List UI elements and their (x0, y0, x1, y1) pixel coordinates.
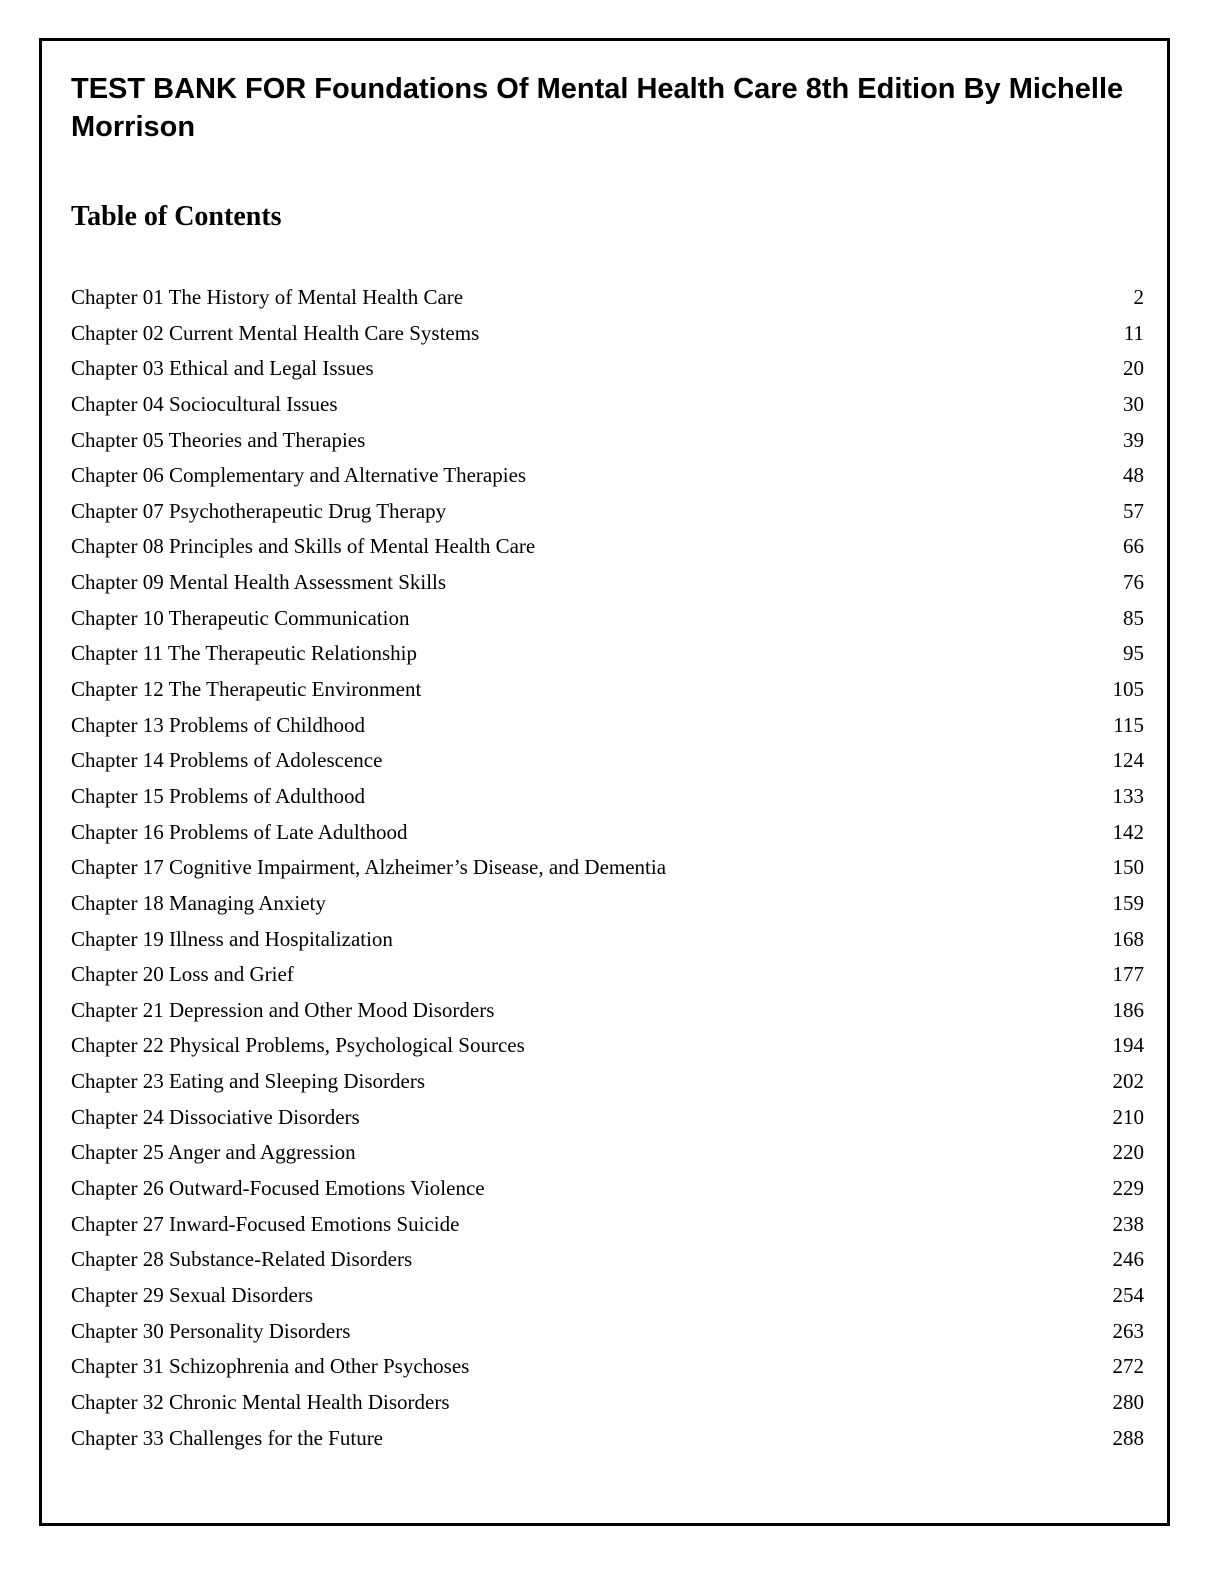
toc-entry-title: Chapter 02 Current Mental Health Care Systems (71, 320, 480, 345)
toc-entry[interactable] (71, 779, 1144, 815)
toc-entry-page-number: 150 (1112, 855, 1144, 880)
toc-entry-title: Chapter 16 Problems of Late Adulthood (71, 819, 408, 844)
toc-entry-title: Chapter 21 Depression and Other Mood Disorders (71, 997, 495, 1022)
toc-entry-page-number: 133 (1112, 783, 1144, 808)
toc-entry-page-number: 238 (1112, 1211, 1144, 1236)
toc-entry-page-number: 229 (1112, 1176, 1144, 1201)
toc-entry[interactable] (71, 458, 1144, 494)
toc-entry-title: Chapter 05 Theories and Therapies (71, 427, 366, 452)
toc-entry-title: Chapter 08 Principles and Skills of Mental Health Care (71, 534, 536, 559)
toc-entry-page-number: 272 (1112, 1354, 1144, 1379)
toc-entry-title: Chapter 23 Eating and Sleeping Disorders (71, 1069, 426, 1094)
toc-entry-title: Chapter 06 Complementary and Alternative Therapies (71, 463, 527, 488)
toc-entry-title: Chapter 09 Mental Health Assessment Skills (71, 570, 447, 595)
toc-entry-page-number: 254 (1112, 1282, 1144, 1307)
toc-entry[interactable] (71, 387, 1144, 423)
toc-entry-title: Chapter 30 Personality Disorders (71, 1318, 351, 1343)
toc-entry[interactable] (71, 815, 1144, 851)
toc-entry[interactable] (71, 1135, 1144, 1171)
toc-entry[interactable] (71, 1207, 1144, 1243)
toc-entry[interactable] (71, 672, 1144, 708)
toc-entry-title: Chapter 15 Problems of Adulthood (71, 783, 365, 808)
toc-entry-page-number: 30 (1123, 391, 1144, 416)
toc-entry[interactable] (71, 529, 1144, 565)
toc-entry-page-number: 142 (1112, 819, 1144, 844)
toc-entry-title: Chapter 12 The Therapeutic Environment (71, 677, 422, 702)
toc-entry-page-number: 115 (1113, 712, 1144, 737)
toc-entry-title: Chapter 18 Managing Anxiety (71, 890, 326, 915)
toc-entry[interactable] (71, 993, 1144, 1029)
toc-entry[interactable] (71, 1385, 1144, 1421)
toc-entry-page-number: 57 (1123, 498, 1144, 523)
toc-entry-title: Chapter 19 Illness and Hospitalization (71, 926, 393, 951)
toc-entry[interactable] (71, 922, 1144, 958)
toc-entry-page-number: 186 (1112, 997, 1144, 1022)
toc-entry-page-number: 2 (1133, 285, 1144, 309)
toc-entry-title: Chapter 26 Outward-Focused Emotions Violence (71, 1176, 485, 1201)
toc-entry[interactable] (71, 1064, 1144, 1100)
toc-entry-page-number: 194 (1112, 1033, 1144, 1058)
toc-entry[interactable] (71, 636, 1144, 672)
toc-entry[interactable] (71, 1100, 1144, 1136)
toc-entry-title: Chapter 32 Chronic Mental Health Disorders (71, 1389, 450, 1414)
toc-entry-page-number: 20 (1123, 356, 1144, 381)
toc-entry-title: Chapter 22 Physical Problems, Psychological Sources (71, 1033, 525, 1058)
toc-entry[interactable] (71, 1242, 1144, 1278)
toc-entry-page-number: 288 (1112, 1425, 1144, 1450)
toc-entry[interactable] (71, 1278, 1144, 1314)
toc-entry[interactable] (71, 886, 1144, 922)
toc-entry[interactable] (71, 850, 1144, 886)
toc-entry[interactable] (71, 423, 1144, 459)
toc-entry[interactable] (71, 708, 1144, 744)
toc-entry-title: Chapter 11 The Therapeutic Relationship (71, 641, 418, 666)
toc-entry-title: Chapter 13 Problems of Childhood (71, 712, 365, 737)
toc-entry-title: Chapter 27 Inward-Focused Emotions Suicide (71, 1211, 460, 1236)
toc-entry[interactable] (71, 1028, 1144, 1064)
toc-entry-page-number: 202 (1112, 1069, 1144, 1094)
toc-entry-page-number: 48 (1123, 463, 1144, 488)
toc-entry[interactable] (71, 601, 1144, 637)
toc-entry[interactable] (71, 1421, 1144, 1457)
toc-entry[interactable] (71, 1171, 1144, 1207)
toc-entry[interactable] (71, 1349, 1144, 1385)
toc-entry-title: Chapter 20 Loss and Grief (71, 962, 294, 987)
toc-entry-page-number: 220 (1112, 1140, 1144, 1165)
toc-entry-title: Chapter 01 The History of Mental Health Care (71, 285, 464, 309)
toc-entry[interactable] (71, 494, 1144, 530)
table-of-contents (71, 280, 1144, 1456)
toc-entry-page-number: 159 (1112, 890, 1144, 915)
toc-entry-page-number: 85 (1123, 605, 1144, 630)
toc-entry-page-number: 95 (1123, 641, 1144, 666)
toc-entry[interactable] (71, 351, 1144, 387)
toc-entry[interactable] (71, 316, 1144, 352)
toc-entry-title: Chapter 14 Problems of Adolescence (71, 748, 383, 773)
toc-entry-title: Chapter 28 Substance-Related Disorders (71, 1247, 413, 1272)
toc-entry-title: Chapter 31 Schizophrenia and Other Psychoses (71, 1354, 470, 1379)
toc-entry-title: Chapter 04 Sociocultural Issues (71, 391, 338, 416)
toc-entry-title: Chapter 10 Therapeutic Communication (71, 605, 410, 630)
toc-entry-page-number: 124 (1112, 748, 1144, 773)
toc-entry[interactable] (71, 565, 1144, 601)
toc-entry-title: Chapter 03 Ethical and Legal Issues (71, 356, 374, 381)
toc-heading: Table of Contents (71, 201, 282, 232)
toc-entry-page-number: 76 (1123, 570, 1144, 595)
toc-entry-title: Chapter 24 Dissociative Disorders (71, 1104, 360, 1129)
toc-entry[interactable] (71, 957, 1144, 993)
toc-entry-page-number: 66 (1123, 534, 1144, 559)
toc-entry-page-number: 246 (1112, 1247, 1144, 1272)
toc-entry-page-number: 39 (1123, 427, 1144, 452)
toc-entry-title: Chapter 07 Psychotherapeutic Drug Therapy (71, 498, 447, 523)
toc-entry-page-number: 168 (1112, 926, 1144, 951)
toc-entry[interactable] (71, 743, 1144, 779)
toc-entry-page-number: 11 (1123, 320, 1144, 345)
toc-entry-page-number: 177 (1112, 962, 1144, 987)
toc-entry[interactable] (71, 1314, 1144, 1350)
toc-entry-title: Chapter 29 Sexual Disorders (71, 1282, 314, 1307)
toc-entry-title: Chapter 25 Anger and Aggression (71, 1140, 356, 1165)
toc-entry-title: Chapter 17 Cognitive Impairment, Alzheimer’s Disease, and Dementia (71, 855, 667, 880)
toc-entry-page-number: 210 (1112, 1104, 1144, 1129)
toc-entry-page-number: 280 (1112, 1389, 1144, 1414)
document-title: TEST BANK FOR Foundations Of Mental Health Care 8th Edition By Michelle Morrison (71, 73, 1124, 143)
toc-entry-page-number: 105 (1112, 677, 1144, 702)
toc-entry-title: Chapter 33 Challenges for the Future (71, 1425, 384, 1450)
toc-entry-page-number: 263 (1112, 1318, 1144, 1343)
toc-entry[interactable] (71, 280, 1144, 316)
